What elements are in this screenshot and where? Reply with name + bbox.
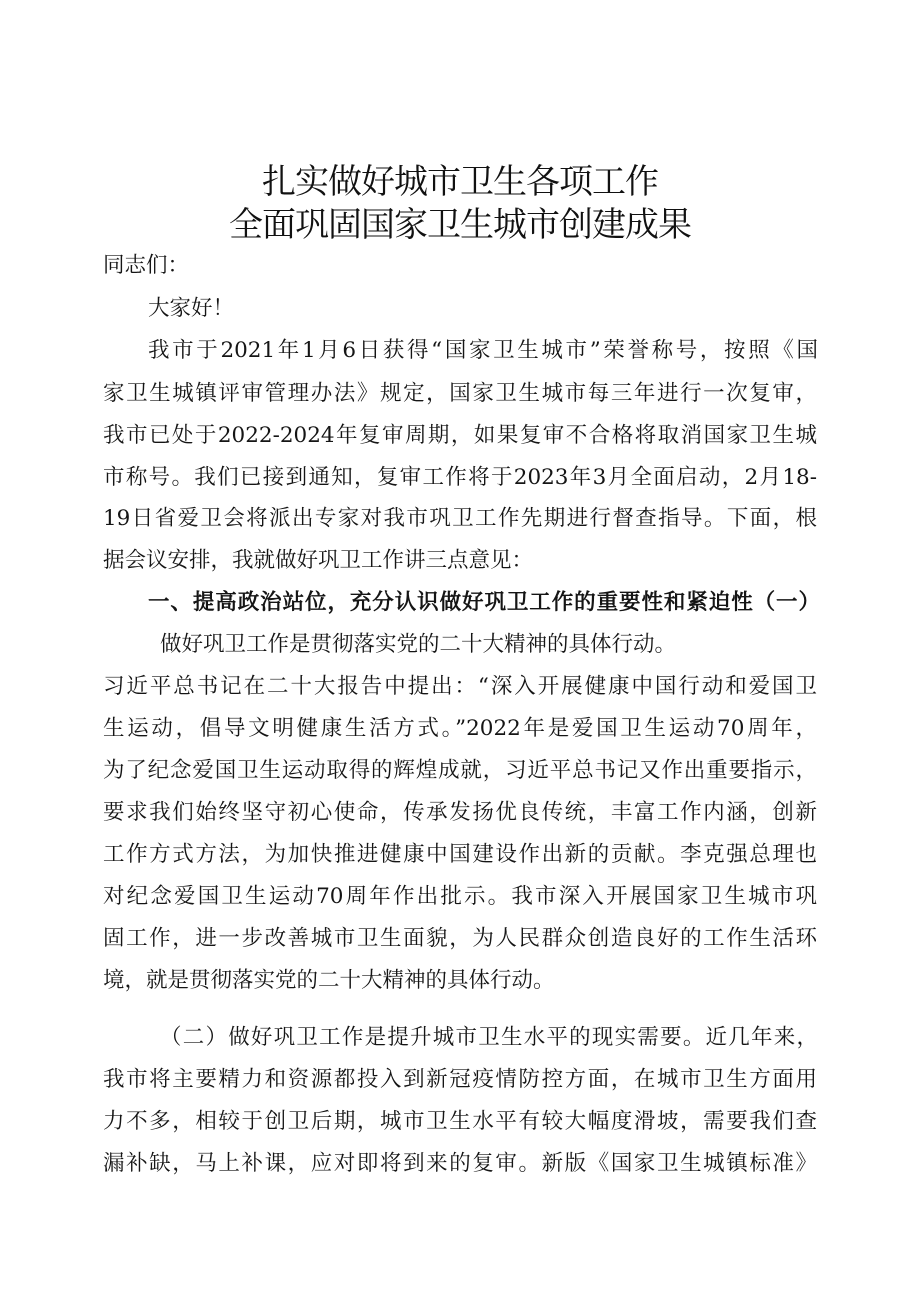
paragraph-line: 境，就是贯彻落实党的二十大精神的具体行动。 [103,968,555,993]
greeting: 大家好！ [148,296,235,321]
paragraph-line: 习近平总书记在二十大报告中提出：“深入开展健康中国行动和爱国卫 [103,674,817,699]
document-title-line-1: 扎实做好城市卫生各项工作 [262,162,658,202]
salutation: 同志们： [103,253,190,278]
paragraph-line: 要求我们始终坚守初心使命，传承发扬优良传统，丰富工作内涵，创新 [103,800,817,825]
paragraph-line: 力不多，相较于创卫后期，城市卫生水平有较大幅度滑坡，需要我们查 [103,1109,817,1134]
paragraph-line: 市称号。我们已接到通知，复审工作将于2023年3月全面启动，2月18- [103,465,817,490]
paragraph-line: （二）做好巩卫工作是提升城市卫生水平的现实需要。近几年来， [160,1025,818,1050]
paragraph-line: 漏补缺，马上补课，应对即将到来的复审。新版《国家卫生城镇标准》 [103,1151,817,1176]
paragraph-line: 据会议安排，我就做好巩卫工作讲三点意见： [103,548,534,573]
paragraph-line: 生运动，倡导文明健康生活方式。”2022年是爱国卫生运动70周年， [103,716,817,741]
paragraph-line: 我市已处于2022-2024年复审周期，如果复审不合格将取消国家卫生城 [103,423,817,448]
section-heading: 一、提高政治站位，充分认识做好巩卫工作的重要性和紧迫性（一） [148,590,820,615]
document-title-line-2: 全面巩固国家卫生城市创建成果 [229,205,691,245]
paragraph-line: 固工作，进一步改善城市卫生面貌，为人民群众创造良好的工作生活环 [103,926,817,951]
paragraph-line: 工作方式方法，为加快推进健康中国建设作出新的贡献。李克强总理也 [103,842,817,867]
paragraph-line: 19日省爱卫会将派出专家对我市巩卫工作先期进行督查指导。下面，根 [103,506,817,531]
paragraph-line: 对纪念爱国卫生运动70周年作出批示。我市深入开展国家卫生城市巩 [103,884,817,909]
paragraph-line: 我市于2021年1月6日获得“国家卫生城市”荣誉称号，按照《国 [148,338,818,363]
paragraph-line: 我市将主要精力和资源都投入到新冠疫情防控方面，在城市卫生方面用 [103,1067,817,1092]
paragraph-line: 为了纪念爱国卫生运动取得的辉煌成就，习近平总书记又作出重要指示， [103,758,817,783]
subsection-heading: 做好巩卫工作是贯彻落实党的二十大精神的具体行动。 [160,632,677,657]
paragraph-line: 家卫生城镇评审管理办法》规定，国家卫生城市每三年进行一次复审， [103,381,817,406]
